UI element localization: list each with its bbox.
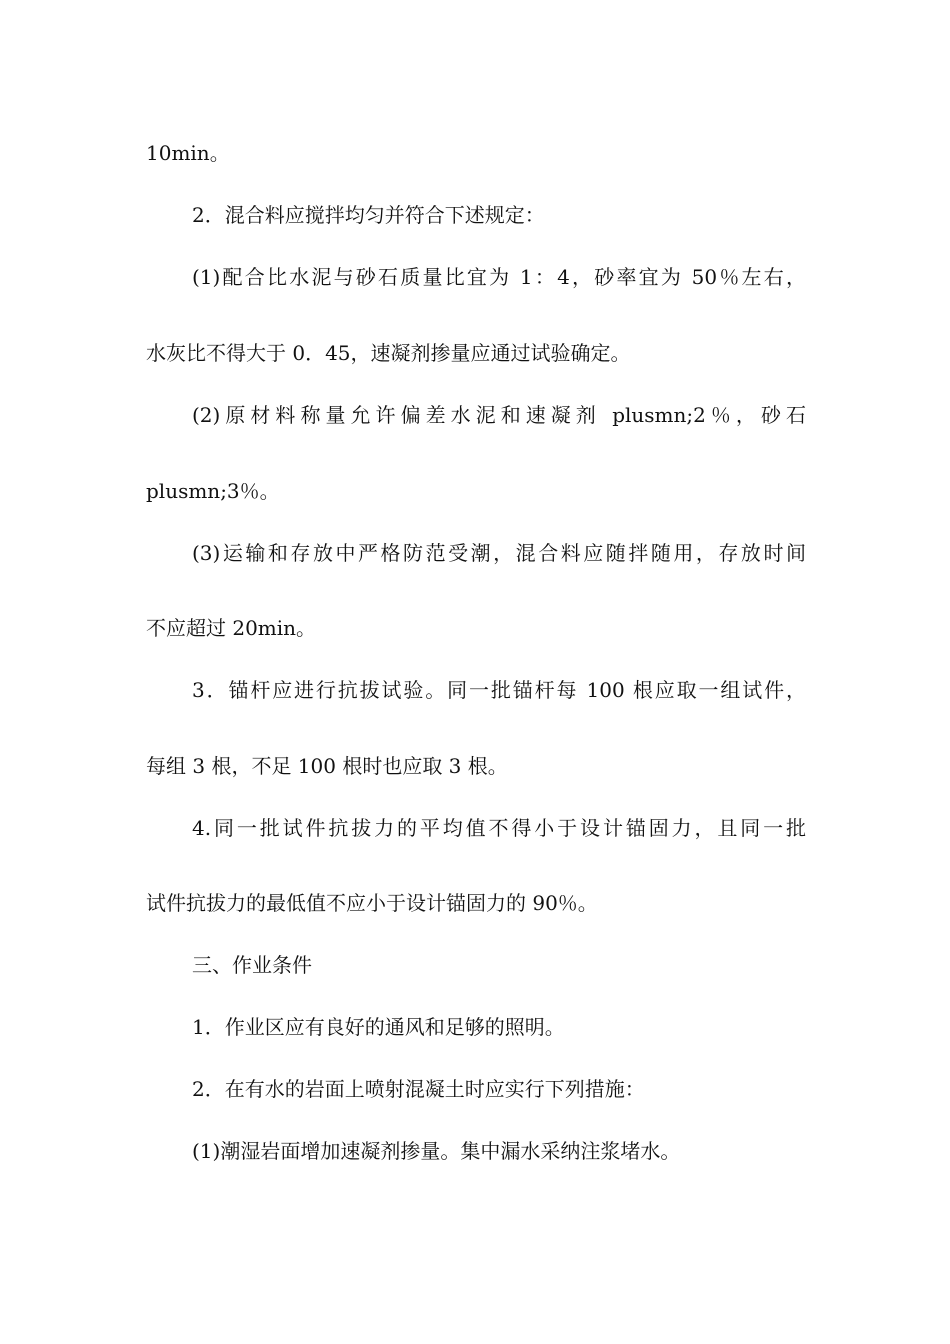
text-line-item-1-mix-ratio: (1)配合比水泥与砂石质量比宜为 1：4，砂率宜为 50％左右，: [192, 265, 806, 289]
text-line-wet-rock-measures: 2．在有水的岩面上喷射混凝土时应实行下列措施：: [192, 1077, 645, 1101]
text-line-item-3-transport-storage: (3)运输和存放中严格防范受潮，混合料应随拌随用，存放时间: [192, 541, 806, 565]
text-line-ventilation-lighting: 1．作业区应有良好的通风和足够的照明。: [192, 1015, 565, 1039]
section-heading-work-conditions: 三、作业条件: [192, 953, 312, 977]
text-line-water-cement-ratio: 水灰比不得大于 0．45，速凝剂掺量应通过试验确定。: [146, 341, 631, 365]
text-line-item-4-average-pullout: 4.同一批试件抗拔力的平均值不得小于设计锚固力，且同一批: [192, 816, 806, 840]
text-line-wet-rock-item-1: (1)潮湿岩面增加速凝剂掺量。集中漏水采纳注浆堵水。: [192, 1139, 681, 1163]
text-line-storage-limit: 不应超过 20min。: [146, 616, 317, 640]
text-line-item-2-heading: 2．混合料应搅拌均匀并符合下述规定：: [192, 203, 545, 227]
text-line-sand-tolerance: plusmn;3％。: [146, 479, 280, 503]
text-line-item-2-weighing-tolerance: (2)原材料称量允许偏差水泥和速凝剂 plusmn;2％，砂石: [192, 403, 806, 427]
text-line-continuation-10min: 10min。: [146, 141, 230, 165]
text-line-sample-group: 每组 3 根，不足 100 根时也应取 3 根。: [146, 754, 508, 778]
text-line-minimum-pullout: 试件抗拔力的最低值不应小于设计锚固力的 90％。: [146, 891, 598, 915]
text-line-item-3-pullout-test: 3．锚杆应进行抗拔试验。同一批锚杆每 100 根应取一组试件，: [192, 678, 806, 702]
